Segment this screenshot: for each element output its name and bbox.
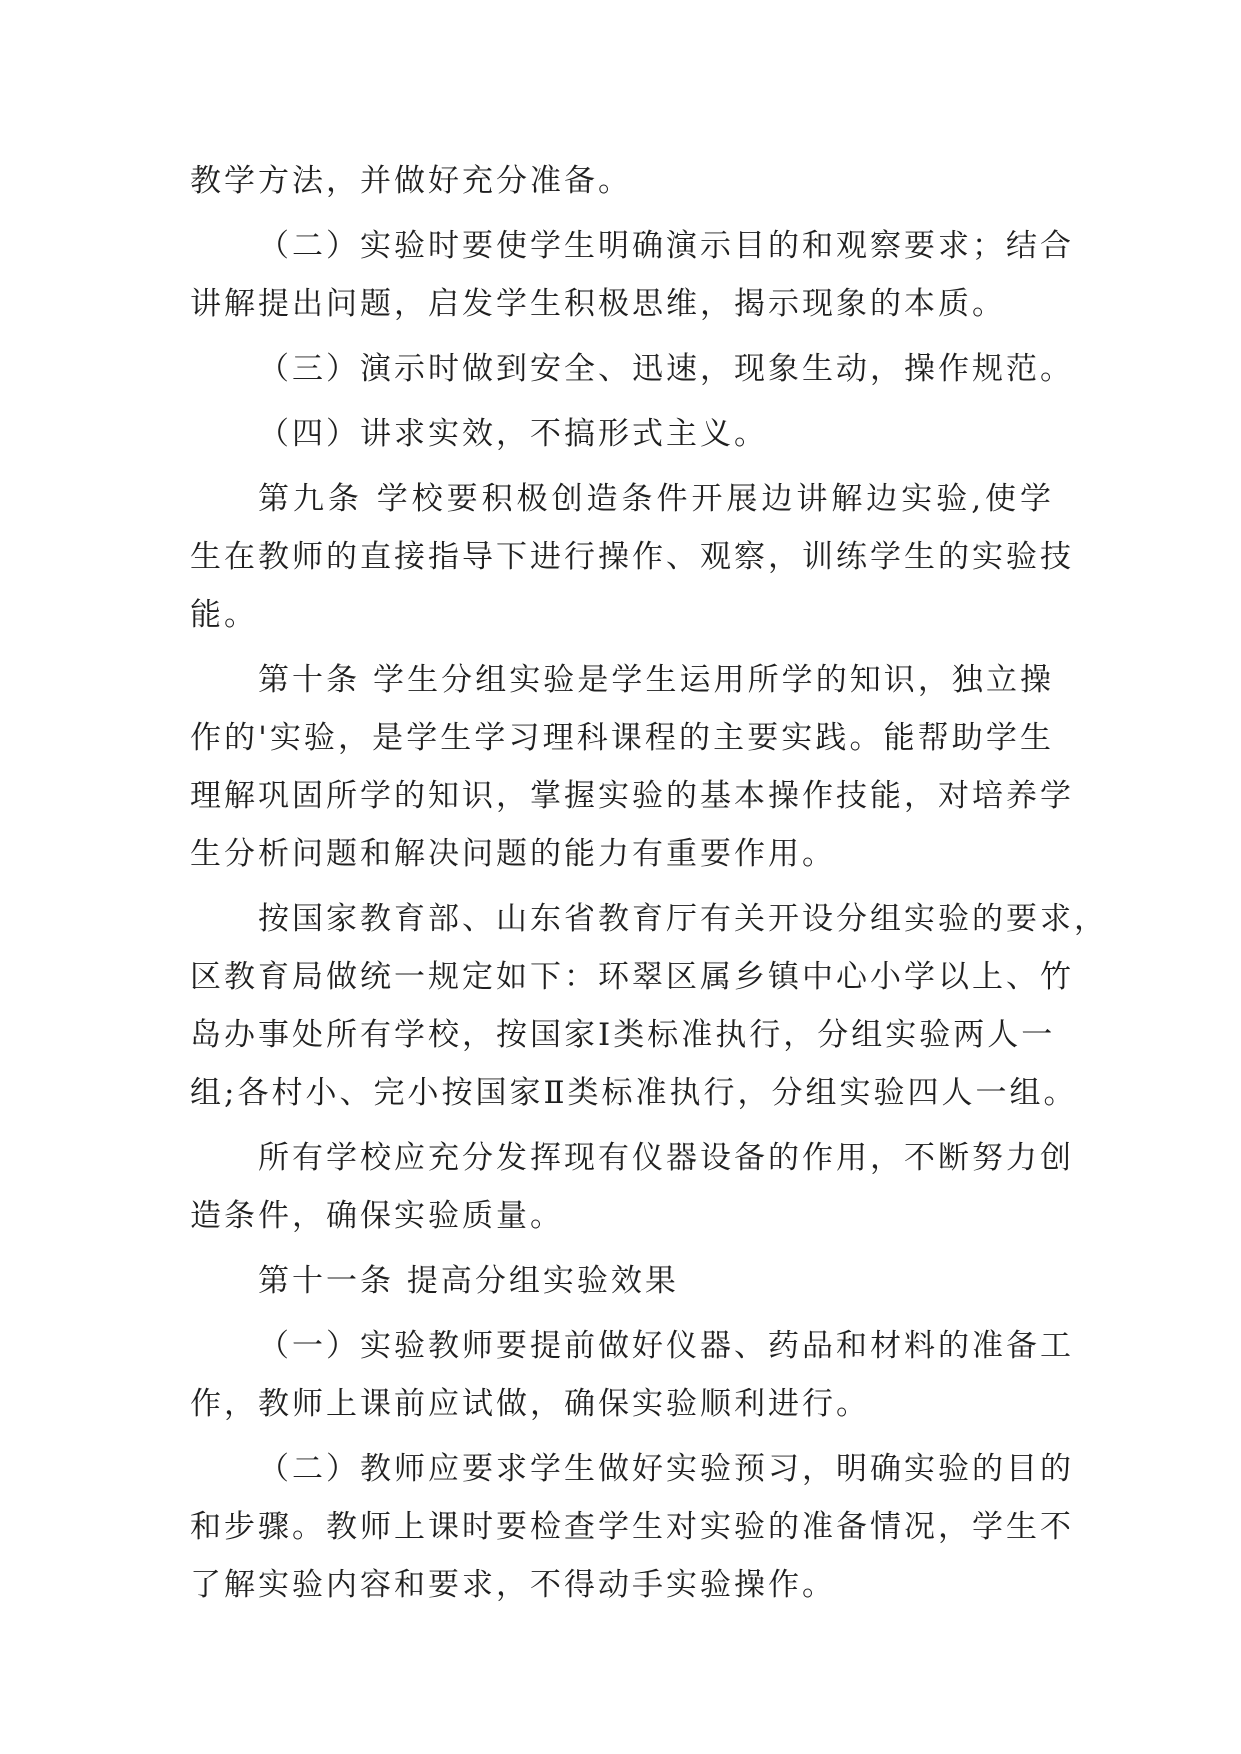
text-line: 所有学校应充分发挥现有仪器设备的作用，不断努力创	[258, 1140, 1074, 1176]
text-line: 能。	[190, 597, 258, 633]
text-line: 第九条 学校要积极创造条件开展边讲解边实验,使学	[258, 481, 1054, 517]
paragraph	[190, 1252, 1054, 1310]
paragraph	[190, 340, 1074, 398]
text-line: （二）教师应要求学生做好实验预习，明确实验的目的	[258, 1451, 1074, 1487]
text-line: 讲解提出问题，启发学生积极思维，揭示现象的本质。	[190, 286, 1006, 322]
text-line: 岛办事处所有学校，按国家Ⅰ类标准执行，分组实验两人一	[190, 1017, 1056, 1053]
text-line: 生在教师的直接指导下进行操作、观察，训练学生的实验技	[190, 539, 1074, 575]
text-line: 了解实验内容和要求，不得动手实验操作。	[190, 1567, 836, 1603]
text-line: （四）讲求实效，不搞形式主义。	[258, 416, 768, 452]
text-line: （二）实验时要使学生明确演示目的和观察要求；结合	[258, 228, 1074, 264]
document-body	[190, 152, 1108, 1621]
text-line: 造条件，确保实验质量。	[190, 1198, 564, 1234]
paragraph	[190, 1317, 1074, 1433]
paragraph	[190, 405, 1054, 463]
text-line: （一）实验教师要提前做好仪器、药品和材料的准备工	[258, 1328, 1074, 1364]
text-line: 作，教师上课前应试做，确保实验顺利进行。	[190, 1386, 870, 1422]
text-line: 教学方法，并做好充分准备。	[190, 163, 632, 199]
paragraph	[190, 651, 1074, 883]
paragraph	[190, 217, 1074, 333]
text-line: 和步骤。教师上课时要检查学生对实验的准备情况，学生不	[190, 1509, 1074, 1545]
text-line: 生分析问题和解决问题的能力有重要作用。	[190, 836, 836, 872]
paragraph	[190, 1129, 1074, 1245]
text-line: （三）演示时做到安全、迅速，现象生动，操作规范。	[258, 351, 1074, 387]
paragraph	[190, 152, 1054, 210]
paragraph	[190, 1440, 1074, 1614]
paragraph	[190, 470, 1074, 644]
text-line: 第十条 学生分组实验是学生运用所学的知识，独立操	[258, 662, 1054, 698]
text-line: 区教育局做统一规定如下：环翠区属乡镇中心小学以上、竹	[190, 959, 1074, 995]
text-line: 作的'实验，是学生学习理科课程的主要实践。能帮助学生	[190, 720, 1054, 756]
text-line: 组;各村小、完小按国家Ⅱ类标准执行，分组实验四人一组。	[190, 1075, 1078, 1111]
paragraph	[190, 890, 1108, 1122]
text-line: 按国家教育部、山东省教育厅有关开设分组实验的要求，	[258, 901, 1108, 937]
text-line: 第十一条 提高分组实验效果	[258, 1263, 679, 1299]
text-line: 理解巩固所学的知识，掌握实验的基本操作技能，对培养学	[190, 778, 1074, 814]
